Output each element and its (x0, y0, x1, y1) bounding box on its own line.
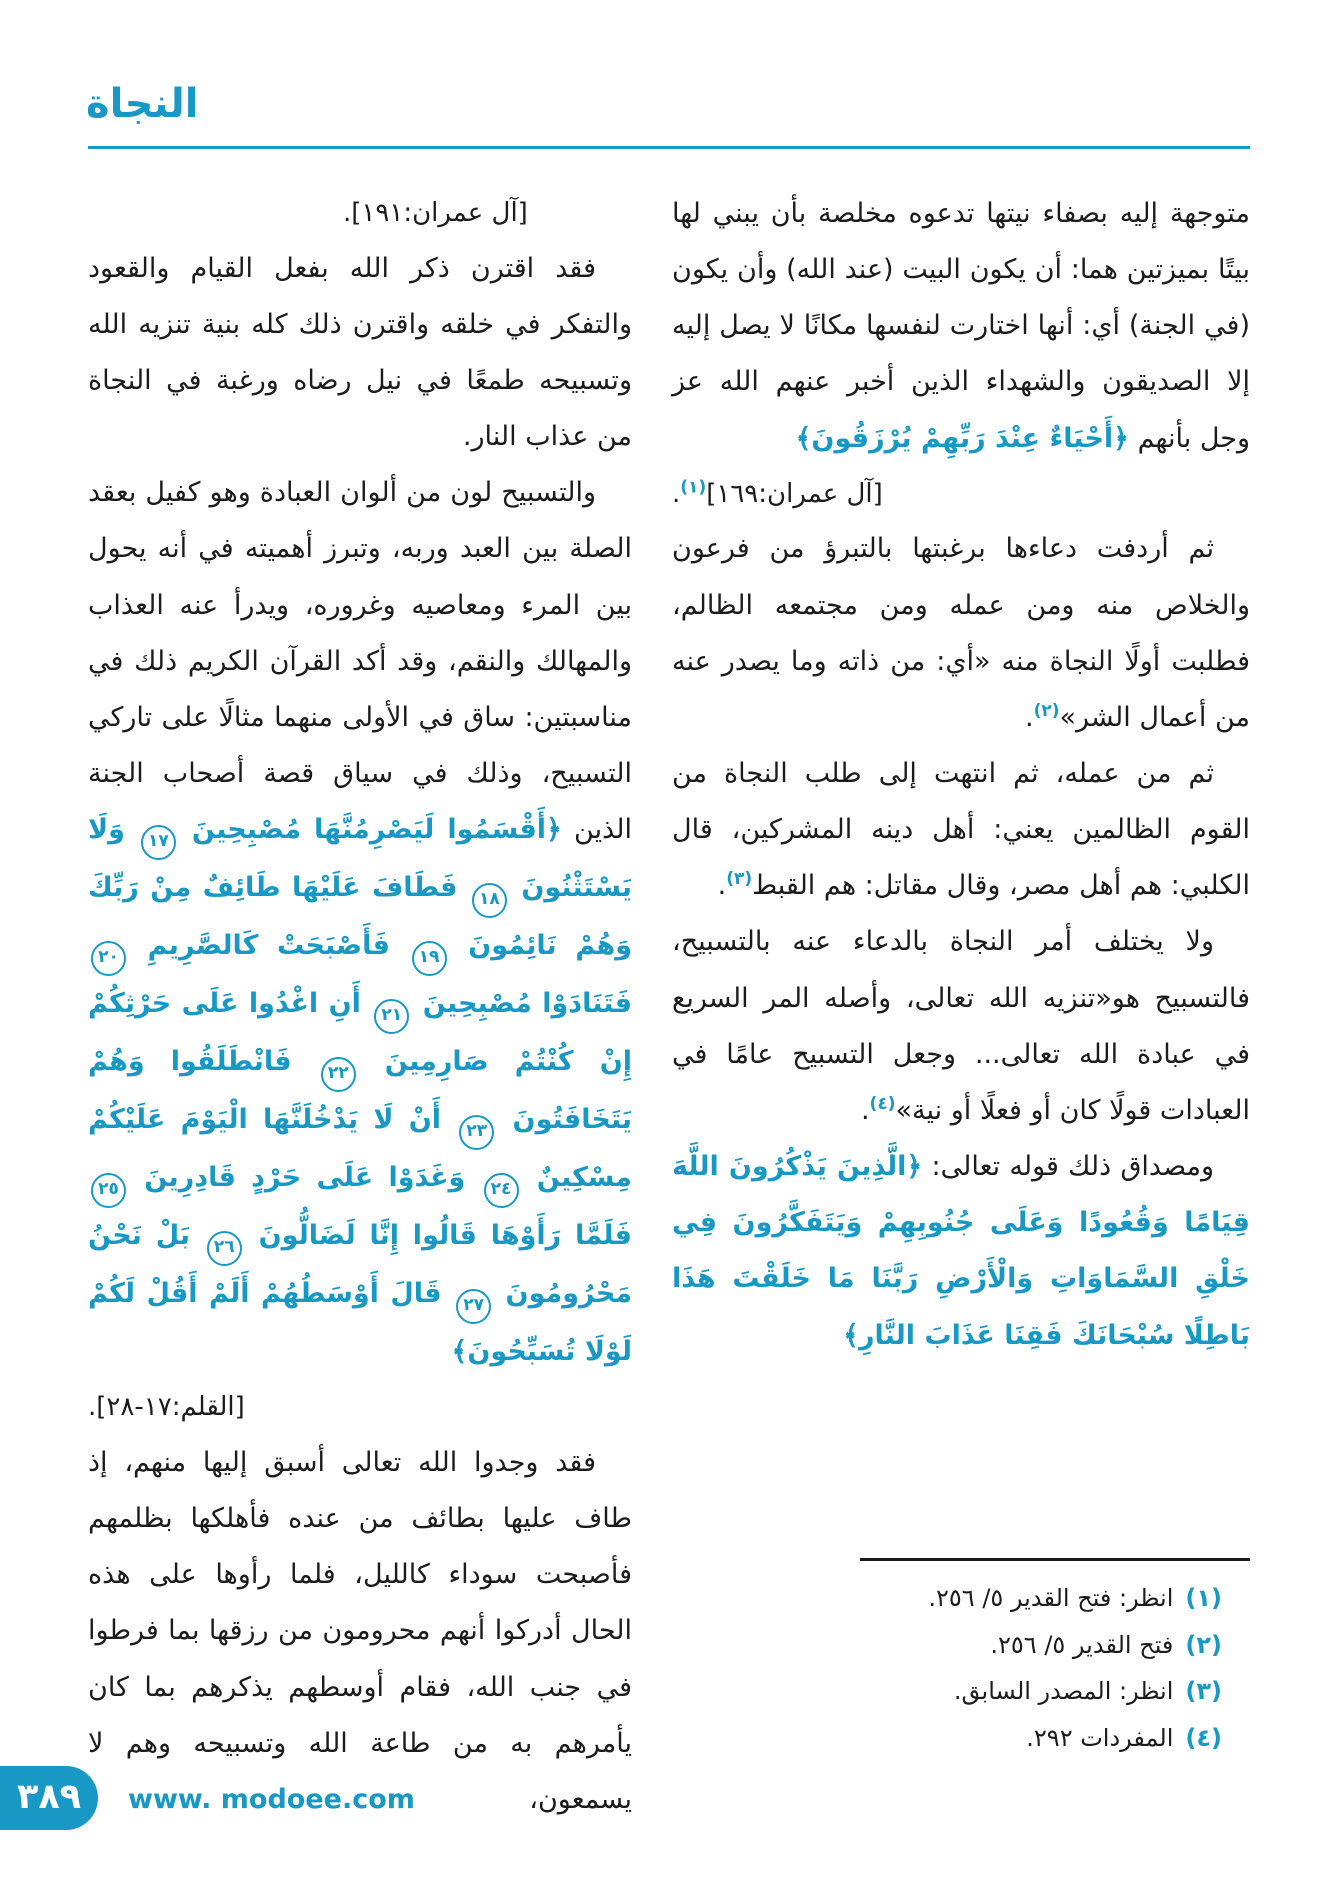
text-run: فقد وجدوا الله تعالى أسبق إليها منهم، إذ طاف عليها بطائف من عنده فأهلكها بظلمهم فأصبحت سوداء كالليل، فلما رأوها على هذه الحال أدركوا أنهم محرومون من رزقها بما فرطوا في جنب الله، فقام أوسطهم يذكرهم بما كان يأمرهم به من طاعة الله وتسبيحه وهم لا يسمعون، (88, 1446, 632, 1815)
footnote (672, 1575, 1250, 1622)
verse-reference: [آل عمران:١٦٩] (706, 478, 883, 509)
website-link: www. modoee.com (128, 1784, 415, 1815)
ayah-number: ٢١ (374, 999, 409, 1034)
quran-verse: فَأَصْبَحَتْ كَالصَّرِيمِ (129, 930, 409, 962)
verse-reference: . (672, 478, 681, 509)
footnote-number: (٤) (1185, 1724, 1222, 1753)
ayah-number: ٢٧ (456, 1289, 491, 1324)
footnote-text: فتح القدير ٥/ ٢٥٦. (990, 1630, 1174, 1659)
quran-verse: ﴿أَقْسَمُوا لَيَصْرِمُنَّهَا مُصْبِحِينَ (178, 814, 562, 846)
footnote (672, 1668, 1250, 1715)
verse-reference-line (672, 467, 1250, 522)
paragraph (88, 1435, 632, 1828)
footnote-marker: (٣) (726, 869, 753, 890)
text-run: فقد اقترن ذكر الله بفعل القيام والقعود والتفكر في خلقه واقترن ذلك كله بنية تنزيه الله وتسبيحه طمعًا في نيل رضاه ورغبة في النجاة من عذاب النار. (88, 252, 632, 453)
paragraph (672, 1139, 1250, 1364)
verse-reference-line (88, 1380, 632, 1435)
paragraph (88, 241, 632, 466)
footnote-text: انظر: فتح القدير ٥/ ٢٥٦. (928, 1583, 1174, 1612)
book-title: النجاة (86, 81, 199, 127)
footnote-number: (٣) (1185, 1677, 1222, 1706)
paragraph (672, 914, 1250, 1139)
paragraph (672, 186, 1250, 467)
right-column (672, 186, 1250, 1762)
footnote-marker: (١) (680, 477, 707, 498)
text-run: متوجهة إليه بصفاء نيتها تدعوه مخلصة بأن يبني لها بيتًا بميزتين هما: أن يكون البيت (عند الله) وأن يكون (في الجنة) أي: أنها اختارت لنفسها مكانًا لا يصل إليه إلا الصديقون والشهداء الذين أخبر عنهم الله عز وجل بأنهم (672, 198, 1250, 454)
quran-verse: فَطَافَ عَلَيْهَا طَائِفٌ مِنْ رَبِّكَ وَهُمْ نَائِمُونَ (88, 872, 632, 962)
header-rule (88, 146, 1250, 149)
paragraph (672, 746, 1250, 914)
footnote-text: انظر: المصدر السابق. (953, 1677, 1174, 1706)
quran-verse: ﴿أَحْيَاءٌ عِنْدَ رَبِّهِمْ يُرْزَقُونَ﴾ (795, 422, 1129, 454)
text-run: ومصداق ذلك قوله تعالى: (922, 1151, 1214, 1183)
footnote (672, 1622, 1250, 1669)
text-run: . (717, 870, 727, 902)
ayah-number: ٢٢ (321, 1057, 356, 1092)
text-run: ثم من عمله، ثم انتهت إلى طلب النجاة من القوم الظالمين يعني: أهل دينه المشركين، قال الكلبي: هم أهل مصر، وقال مقاتل: هم القبط (672, 758, 1250, 902)
text-run: . (860, 1094, 870, 1126)
ayah-number: ١٧ (141, 825, 176, 860)
paragraph (672, 521, 1250, 746)
ayah-number: ١٨ (472, 883, 507, 918)
verse-reference-line (88, 186, 632, 241)
paragraph (88, 465, 632, 1380)
footnote-separator (860, 1558, 1250, 1561)
verse-reference: [آل عمران:١٩١]. (343, 198, 528, 228)
page-number-badge (0, 1766, 98, 1830)
page-content (88, 186, 1250, 1828)
footnote-number: (١) (1185, 1583, 1222, 1612)
ayah-number: ٢٥ (91, 1173, 126, 1208)
footnote-text: المفردات ٢٩٢. (1026, 1724, 1174, 1753)
footnote-marker: (٢) (1033, 700, 1060, 721)
quran-verse: أَنِ اغْدُوا عَلَى حَرْثِكُمْ إِنْ كُنْتُمْ صَارِمِينَ (88, 988, 632, 1078)
ayah-number: ٢٠ (91, 941, 126, 976)
quran-verse: فَلَمَّا رَأَوْهَا قَالُوا إِنَّا لَضَالُّونَ (244, 1220, 632, 1252)
footnote-marker: (٤) (869, 1093, 896, 1114)
quran-verse: أَنْ لَا يَدْخُلَنَّهَا الْيَوْمَ عَلَيْكُمْ مِسْكِينٌ (88, 1104, 632, 1194)
quran-verse: فَتَنَادَوْا مُصْبِحِينَ (412, 988, 632, 1020)
left-column (88, 186, 632, 1828)
text-run: ثم أردفت دعاءها برغبتها بالتبرؤ من فرعون والخلاص منه ومن عمله ومن مجتمعه الظالم، فطلبت أولًا النجاة منه «أي: من ذاته وما يصدر عنه من أعمال الشر» (672, 533, 1250, 733)
quran-verse: فَانْطَلَقُوا وَهُمْ يَتَخَافَتُونَ (88, 1046, 632, 1136)
quran-verse: ﴿الَّذِينَ يَذْكُرُونَ اللَّهَ قِيَامًا وَقُعُودًا وَعَلَى جُنُوبِهِمْ وَيَتَفَكَّرُونَ فِي خَلْقِ السَّمَاوَاتِ وَالْأَرْضِ رَبَّنَا مَا خَلَقْتَ هَذَا بَاطِلًا سُبْحَانَكَ فَقِنَا عَذَابَ النَّارِ﴾ (672, 1151, 1250, 1351)
ayah-number: ٢٤ (484, 1173, 519, 1208)
footnote (672, 1715, 1250, 1762)
text-run: والتسبيح لون من ألوان العبادة وهو كفيل بعقد الصلة بين العبد وربه، وتبرز أهميته في أنه يحول بين المرء ومعاصيه وغروره، ويدرأ عنه العذاب والمهالك والنقم، وقد أكد القرآن الكريم ذلك في مناسبتين: ساق في الأولى منهما مثالًا على تاركي التسبيح، وذلك في سياق قصة أصحاب الجنة الذين (88, 477, 632, 846)
page-number: ٣٨٩ (16, 1777, 82, 1817)
verse-reference: [القلم:١٧-٢٨]. (88, 1392, 245, 1423)
quran-verse: بَلْ نَحْنُ مَحْرُومُونَ (88, 1220, 633, 1310)
quran-verse: وَغَدَوْا عَلَى حَرْدٍ قَادِرِينَ (129, 1162, 481, 1194)
footnotes-section (672, 1538, 1250, 1762)
quran-verse: قَالَ أَوْسَطُهُمْ أَلَمْ أَقُلْ لَكُمْ لَوْلَا تُسَبِّحُونَ﴾ (88, 1278, 632, 1368)
ayah-number: ١٩ (412, 941, 447, 976)
quran-verse: وَلَا يَسْتَثْنُونَ (88, 814, 632, 904)
ayah-number: ٢٣ (459, 1115, 494, 1150)
text-run: . (1024, 701, 1034, 733)
footnote-number: (٢) (1185, 1630, 1222, 1659)
ayah-number: ٢٦ (207, 1231, 242, 1266)
text-run: ولا يختلف أمر النجاة بالدعاء عنه بالتسبيح، فالتسبيح هو«تنزيه الله تعالى، وأصله المر السريع في عبادة الله تعالى... وجعل التسبيح عامًا في العبادات قولًا كان أو فعلًا أو نية» (672, 926, 1250, 1126)
